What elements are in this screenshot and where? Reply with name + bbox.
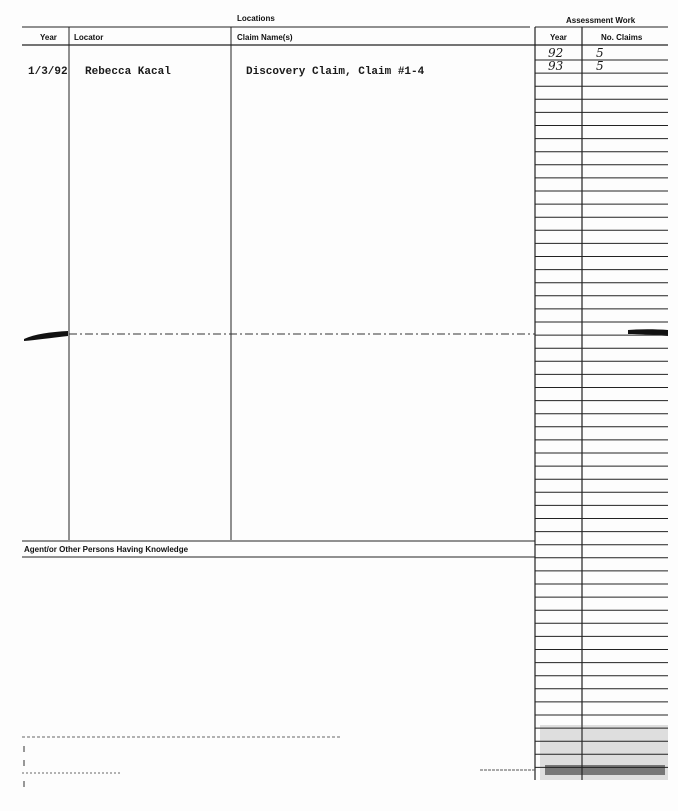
assessment-year-column-header: Year — [550, 33, 567, 42]
assessment-claims-1: 5 — [596, 46, 604, 60]
record-claim-names: Discovery Claim, Claim #1-4 — [246, 66, 425, 78]
assessment-year-2: 93 — [548, 59, 564, 73]
assessment-work-title: Assessment Work — [566, 16, 636, 25]
locations-title: Locations — [237, 14, 275, 23]
record-locator: Rebecca Kacal — [85, 66, 171, 78]
assessment-claims-2: 5 — [596, 59, 604, 73]
agent-section-label: Agent/or Other Persons Having Knowledge — [24, 545, 189, 554]
claim-names-column-header: Claim Name(s) — [237, 33, 293, 42]
assessment-year-1: 92 — [548, 46, 564, 60]
year-column-header: Year — [40, 33, 57, 42]
locator-column-header: Locator — [74, 33, 104, 42]
no-claims-column-header: No. Claims — [601, 33, 643, 42]
record-year: 1/3/92 — [28, 66, 68, 78]
